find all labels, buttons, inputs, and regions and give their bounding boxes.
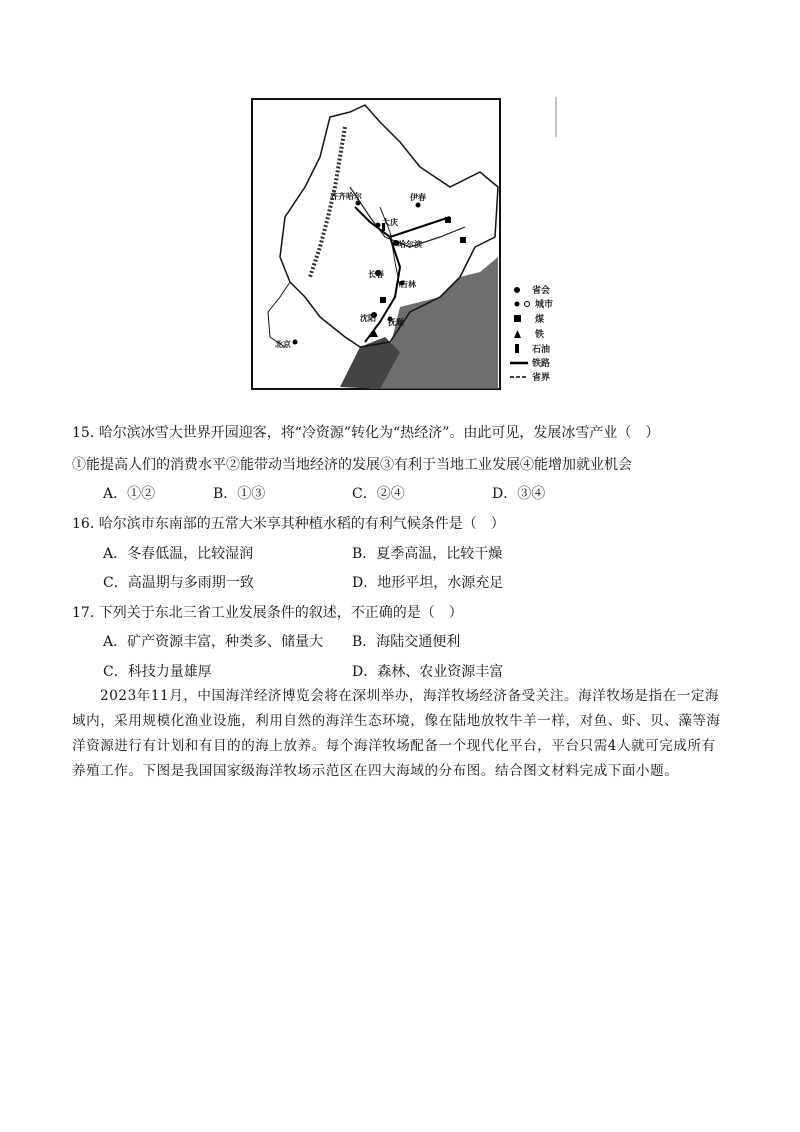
option-b[interactable]: B．海陆交通便利 xyxy=(352,634,461,650)
passage-line: 养殖工作。下图是我国国家级海洋牧场示范区在四大海域的分布图。结合图文材料完成下面小题。 xyxy=(72,763,679,779)
option-d[interactable]: D．地形平坦，水源充足 xyxy=(352,575,504,591)
question-15 xyxy=(72,422,659,442)
coal-icon xyxy=(514,315,521,322)
iron-icon xyxy=(514,330,521,338)
question-number: 17. xyxy=(72,605,95,621)
legend-label-oil: 石油 xyxy=(532,345,551,355)
option-c[interactable]: C．②④ xyxy=(352,486,405,502)
legend-label-capital: 省会 xyxy=(532,286,551,296)
oil-icon xyxy=(515,344,519,353)
passage-line: 2023年11月，中国海洋经济博览会将在深圳举办，海洋牧场经济备受关注。海洋牧场是指在一定海 xyxy=(100,688,720,704)
capital-icon xyxy=(514,287,520,293)
legend-label-iron: 铁 xyxy=(535,330,545,340)
option-c[interactable]: C．科技力量雄厚 xyxy=(103,664,212,680)
question-16 xyxy=(72,513,505,533)
city-icon xyxy=(293,340,298,345)
passage-line: 洋资源进行有计划和有目的的海上放养。每个海洋牧场配备一个现代化平台，平台只需4人就可完成所有 xyxy=(72,738,716,754)
option-a[interactable]: A．矿产资源丰富，种类多、储量大 xyxy=(103,634,324,650)
question-number: 16. xyxy=(72,516,95,532)
option-c[interactable]: C．高温期与多雨期一致 xyxy=(103,575,254,591)
coal-icon xyxy=(460,237,466,243)
option-a[interactable]: A．①② xyxy=(103,486,156,502)
city-icon xyxy=(515,302,520,307)
city-icon xyxy=(416,203,421,208)
question-15-statements: ①能提高人们的消费水平②能带动当地经济的发展③有利于当地工业发展④能增加就业机会 xyxy=(72,457,632,473)
question-17 xyxy=(72,602,463,622)
legend-label-railway: 铁路 xyxy=(532,359,551,369)
city-label-changchun: 长春 xyxy=(368,270,384,279)
legend-label-city: 城市 xyxy=(535,300,554,310)
question-stem: 哈尔滨市东南部的五常大米享其种植水稻的有利气候条件是（ ） xyxy=(98,516,505,532)
northeast-china-map xyxy=(250,97,560,393)
city-label-beijing: 北京 xyxy=(275,340,291,349)
legend-label-boundary: 省界 xyxy=(532,373,551,383)
passage-line: 域内，采用规模化渔业设施，利用自然的海洋生态环境，像在陆地放牧牛羊一样，对鱼、虾、贝、藻等海 xyxy=(72,713,721,729)
question-stem: 下列关于东北三省工业发展条件的叙述，不正确的是（ ） xyxy=(98,605,463,621)
coal-icon xyxy=(380,297,386,303)
question-number: 15. xyxy=(72,425,95,441)
option-d[interactable]: D．森林、农业资源丰富 xyxy=(352,664,504,680)
city-label-fushun: 抚顺 xyxy=(388,318,404,327)
city-label-qiqihar: 齐齐哈尔 xyxy=(330,192,362,201)
option-d[interactable]: D．③④ xyxy=(492,486,546,502)
legend-label-coal: 煤 xyxy=(535,315,545,325)
city-label-shenyang: 沈阳 xyxy=(360,314,376,323)
city-label-jilin: 吉林 xyxy=(400,280,416,289)
option-b[interactable]: B．①③ xyxy=(213,486,266,502)
city-icon xyxy=(525,302,530,307)
city-label-yichun: 伊春 xyxy=(410,193,426,202)
question-stem: 哈尔滨冰雪大世界开园迎客，将“冷资源”转化为“热经济”。由此可见，发展冰雪产业（ ） xyxy=(98,425,660,441)
coal-icon xyxy=(445,217,451,223)
city-icon xyxy=(376,223,381,228)
option-b[interactable]: B．夏季高温，比较干燥 xyxy=(352,546,503,562)
map-legend xyxy=(510,284,553,383)
city-label-daqing: 大庆 xyxy=(382,218,398,227)
city-label-harbin: 哈尔滨 xyxy=(398,240,422,249)
passage-paragraph xyxy=(72,684,732,784)
option-a[interactable]: A．冬春低温，比较湿润 xyxy=(103,546,254,562)
city-icon xyxy=(356,201,361,206)
